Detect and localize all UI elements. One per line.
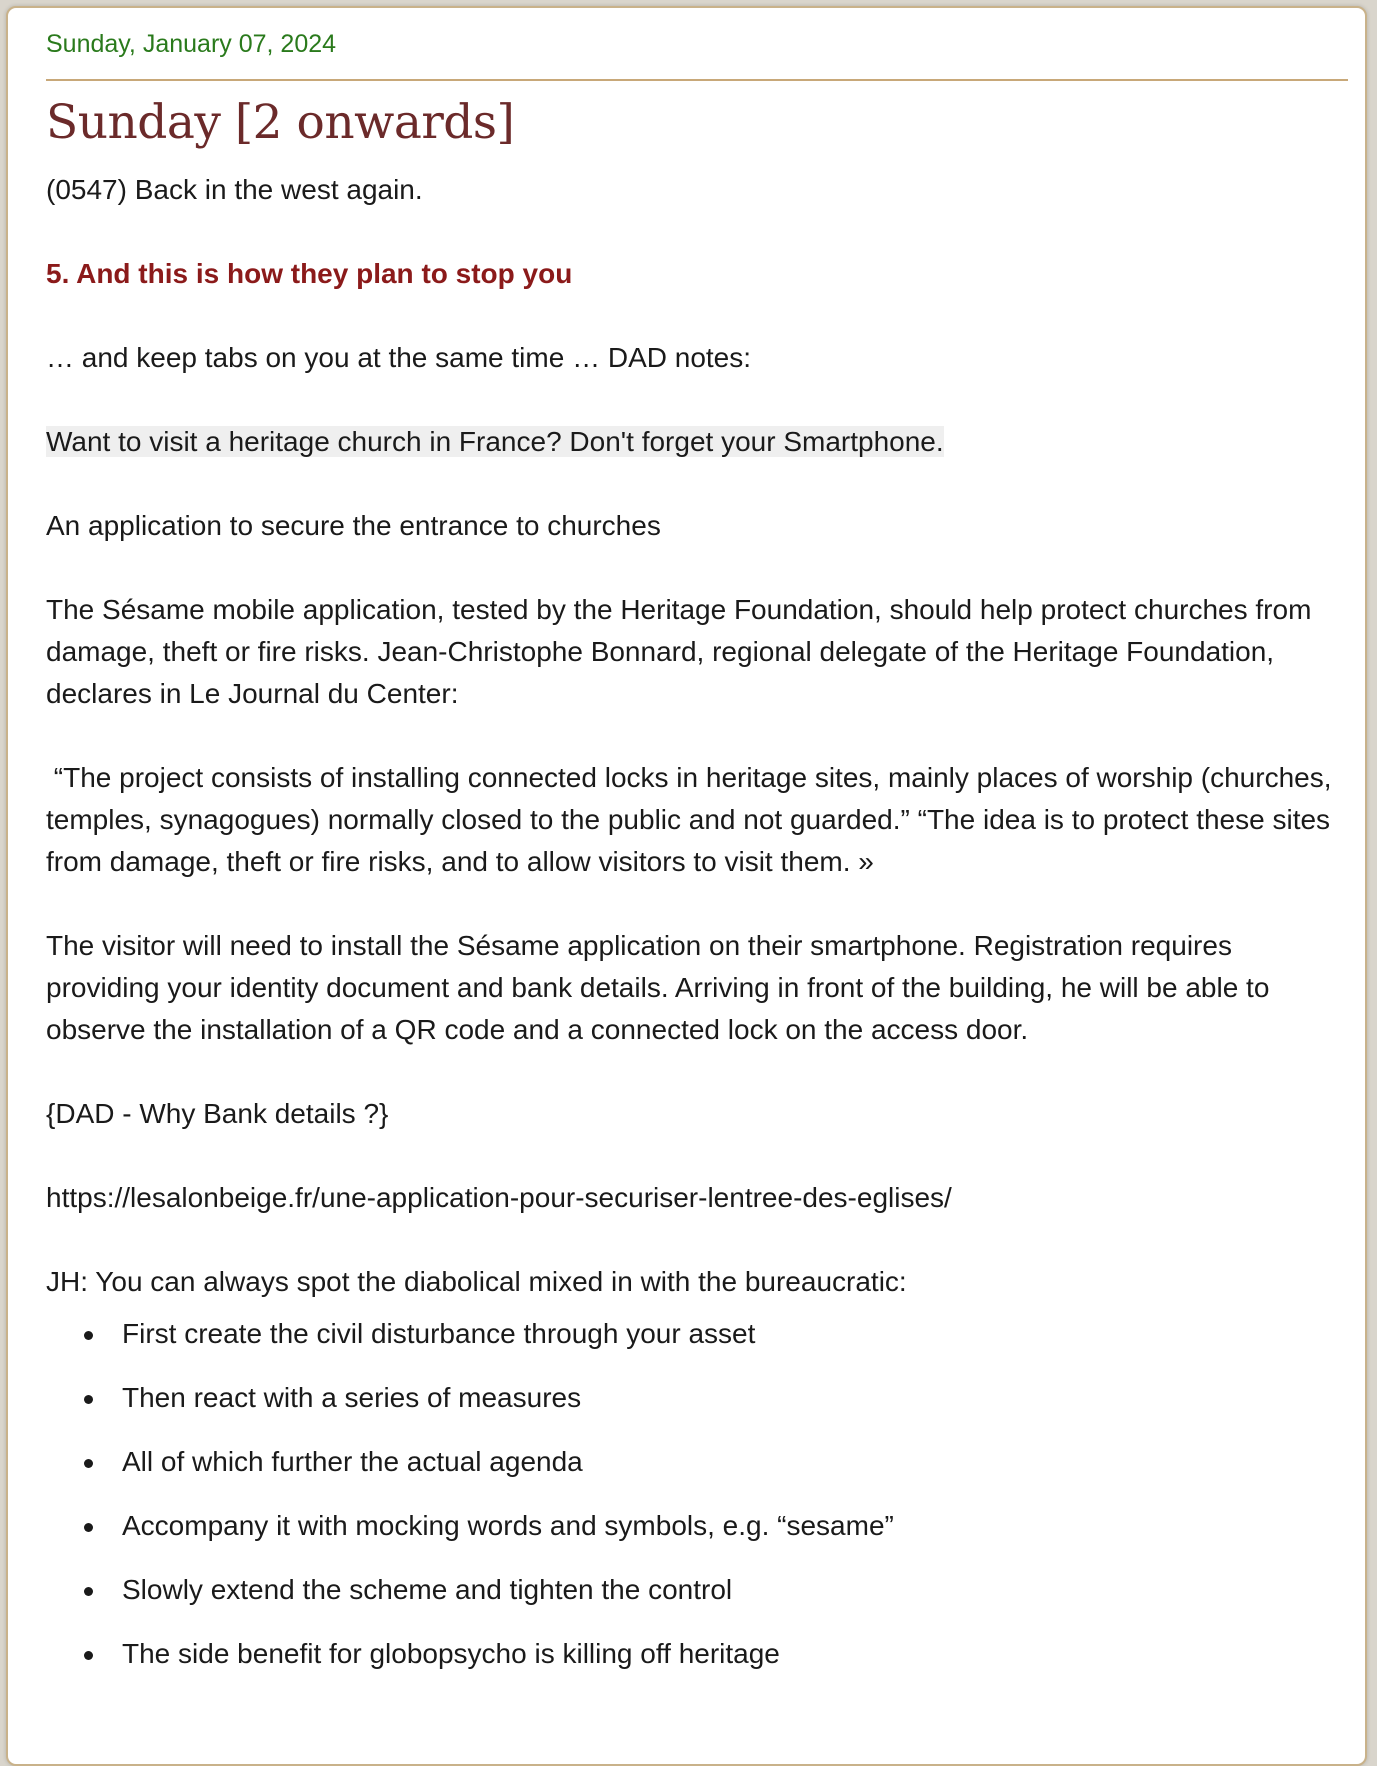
intro-paragraph: (0547) Back in the west again. (46, 174, 423, 205)
list-item (84, 1569, 1348, 1611)
bullet-icon (84, 1651, 93, 1660)
article-subhead: An application to secure the entrance to churches (46, 510, 661, 541)
jh-paragraph: JH: You can always spot the diabolical mixed in with the bureaucratic: (46, 1266, 907, 1297)
list-item-text: First create the civil disturbance through your asset (122, 1318, 756, 1349)
list-item (84, 1505, 1348, 1547)
blog-post (46, 8, 1348, 1697)
list-item-text: Then react with a series of measures (122, 1382, 582, 1413)
source-url: https://lesalonbeige.fr/une-application-pour-securiser-lentree-des-eglises/ (46, 1182, 952, 1213)
post-container (6, 6, 1367, 1766)
list-item-text: Accompany it with mocking words and symbols, e.g. “sesame” (122, 1510, 894, 1541)
sesame-paragraph: The Sésame mobile application, tested by the Heritage Foundation, should help protect churches from damage, theft or fire risks. Jean-Christophe Bonnard, regional delegate of the Heritage Foundation, declares in Le Journal du Center: (46, 594, 1312, 709)
visitor-paragraph: The visitor will need to install the Sésame application on their smartphone. Registration requires providing your identity document and bank details. Arriving in front of the building, he will be able to observe the installation of a QR code and a connected lock on the access door. (46, 930, 1270, 1045)
quote-paragraph: “The project consists of installing connected locks in heritage sites, mainly places of worship (churches, temples, synagogues) normally closed to the public and not guarded.” “The idea is to protect these sites from damage, theft or fire risks, and to allow visitors to visit them. » (46, 762, 1340, 877)
date-header: Sunday, January 07, 2024 (46, 30, 337, 58)
post-body (46, 169, 1348, 1675)
post-title[interactable]: Sunday [2 onwards] (46, 95, 515, 150)
list-item (84, 1377, 1348, 1419)
bullet-icon (84, 1331, 93, 1340)
dad-comment: {DAD - Why Bank details ?} (46, 1098, 389, 1129)
list-item (84, 1441, 1348, 1483)
highlighted-text: Want to visit a heritage church in France? Don't forget your Smartphone. (46, 426, 944, 457)
bullet-icon (84, 1587, 93, 1596)
lead-paragraph: … and keep tabs on you at the same time … DAD notes: (46, 342, 752, 373)
highlight-paragraph (46, 421, 1348, 463)
bullet-icon (84, 1395, 93, 1404)
header-divider (46, 79, 1348, 81)
bullet-list (46, 1313, 1348, 1675)
list-item (84, 1633, 1348, 1675)
list-item-text: All of which further the actual agenda (122, 1446, 583, 1477)
list-item (84, 1313, 1348, 1355)
bullet-icon (84, 1523, 93, 1532)
section-heading: 5. And this is how they plan to stop you (46, 258, 573, 289)
list-item-text: The side benefit for globopsycho is killing off heritage (122, 1638, 780, 1669)
list-item-text: Slowly extend the scheme and tighten the control (122, 1574, 733, 1605)
bullet-icon (84, 1459, 93, 1468)
